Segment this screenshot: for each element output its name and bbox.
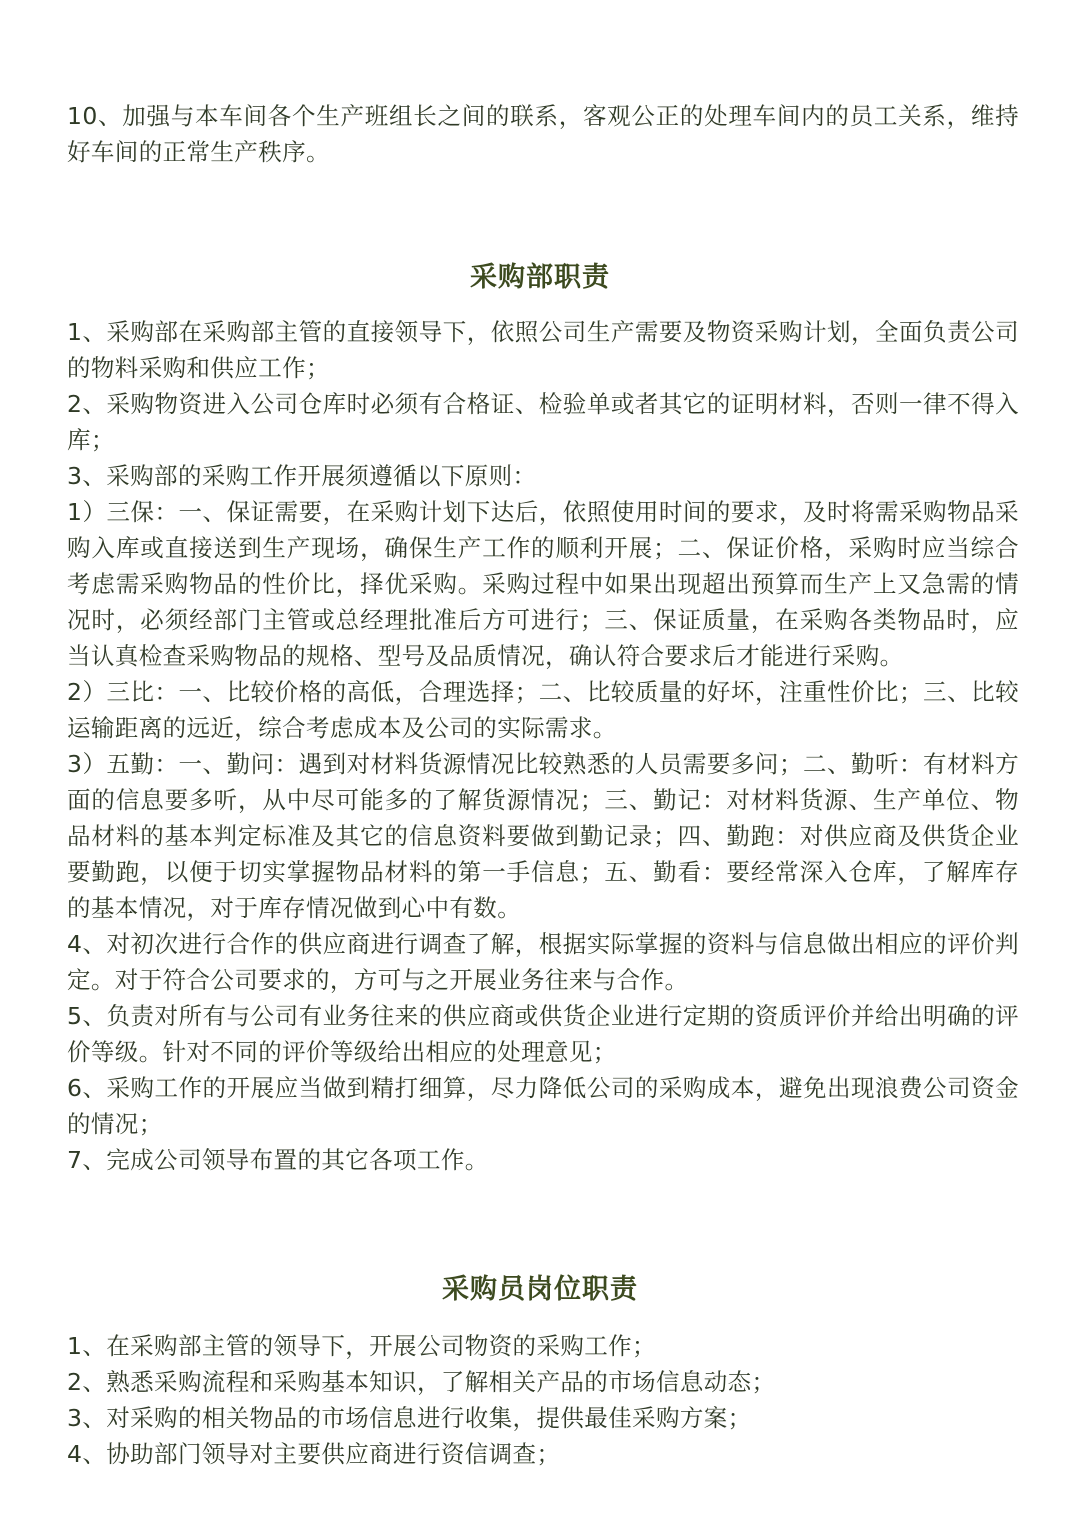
list-item: 2）三比：一、比较价格的高低，合理选择；二、比较质量的好坏，注重性价比；三、比较运输距离的远近，综合考虑成本及公司的实际需求。: [67, 678, 1019, 742]
list-item: 3）五勤：一、勤问：遇到对材料货源情况比较熟悉的人员需要多问；二、勤听：有材料方面的信息要多听，从中尽可能多的了解货源情况；三、勤记：对材料货源、生产单位、物品材料的基本判定标准及其它的信息资料要做到勤记录；四、勤跑：对供应商及供货企业要勤跑，以便于切实掌握物品材料的第一手信息；五、勤看：要经常深入仓库，了解库存的基本情况，对于库存情况做到心中有数。: [67, 750, 1019, 922]
section-title-buyer-role: 采购员岗位职责: [442, 1274, 638, 1305]
list-item: 1）三保：一、保证需要，在采购计划下达后，依照使用时间的要求，及时将需采购物品采购入库或直接送到生产现场，确保生产工作的顺利开展；二、保证价格，采购时应当综合考虑需采购物品的性价比，择优采购。采购过程中如果出现超出预算而生产上又急需的情况时，必须经部门主管或总经理批准后方可进行；三、保证质量，在采购各类物品时，应当认真检查采购物品的规格、型号及品质情况，确认符合要求后才能进行采购。: [67, 498, 1019, 670]
list-item: 2、采购物资进入公司仓库时必须有合格证、检验单或者其它的证明材料，否则一律不得入库；: [67, 390, 1019, 454]
list-item: 4、对初次进行合作的供应商进行调查了解，根据实际掌握的资料与信息做出相应的评价判定。对于符合公司要求的，方可与之开展业务往来与合作。: [67, 930, 1019, 994]
list-item: 7、完成公司领导布置的其它各项工作。: [67, 1146, 489, 1174]
buyer-duties-list: [67, 1328, 1019, 1472]
list-item: 3、采购部的采购工作开展须遵循以下原则：: [67, 462, 537, 490]
list-item: 5、负责对所有与公司有业务往来的供应商或供货企业进行定期的资质评价并给出明确的评价等级。针对不同的评价等级给出相应的处理意见；: [67, 1002, 1019, 1066]
intro-paragraph: 10、加强与本车间各个生产班组长之间的联系，客观公正的处理车间内的员工关系，维持好车间的正常生产秩序。: [67, 102, 1019, 166]
list-item: 1、在采购部主管的领导下，开展公司物资的采购工作；: [67, 1332, 656, 1360]
section-title-purchasing-dept: 采购部职责: [470, 262, 610, 293]
list-item: 2、熟悉采购流程和采购基本知识，了解相关产品的市场信息动态；: [67, 1368, 776, 1396]
list-item: 4、协助部门领导对主要供应商进行资信调查；: [67, 1440, 561, 1468]
purchasing-dept-duties-list: [67, 314, 1019, 1178]
list-item: 6、采购工作的开展应当做到精打细算，尽力降低公司的采购成本，避免出现浪费公司资金的情况；: [67, 1074, 1019, 1138]
list-item: 1、采购部在采购部主管的直接领导下，依照公司生产需要及物资采购计划，全面负责公司的物料采购和供应工作；: [67, 318, 1019, 382]
list-item: 3、对采购的相关物品的市场信息进行收集，提供最佳采购方案；: [67, 1404, 752, 1432]
